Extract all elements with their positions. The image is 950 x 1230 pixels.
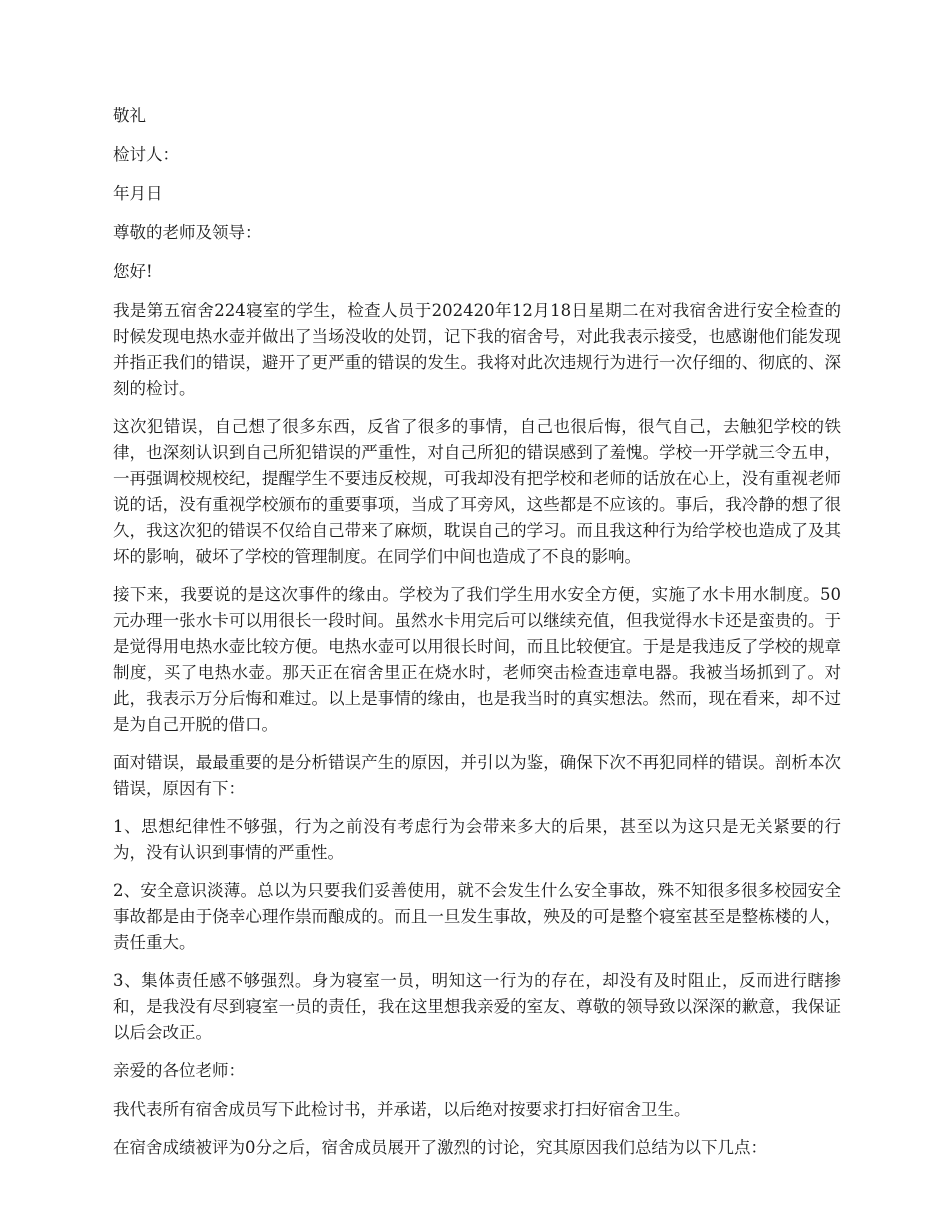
- date-line: 年月日: [113, 184, 163, 203]
- greeting-line: 您好!: [113, 262, 153, 281]
- body-paragraph: 接下来，我要说的是这次事件的缘由。学校为了我们学生用水安全方便，实施了水卡用水制度。50元办理一张水卡可以用很长一段时间。虽然水卡用完后可以继续充值，但我觉得水卡还是蛮贵的。于是觉得用电热水壶比较方便。电热水壶可以用很长时间，而且比较便宜。于是是我违反了学校的规章制度，买了电热水壶。那天正在宿舍里正在烧水时，老师突击检查违章电器。我被当场抓到了。对此，我表示万分后悔和难过。以上是事情的缘由，也是我当时的真实想法。然而，现在看来，却不过是为自己开脱的借口。: [113, 585, 841, 734]
- body-paragraph: 这次犯错误，自己想了很多东西，反省了很多的事情，自己也很后悔，很气自己，去触犯学校的铁律，也深刻认识到自己所犯错误的严重性，对自己所犯的错误感到了羞愧。学校一开学就三令五申，一再强调校规校纪，提醒学生不要违反校规，可我却没有把学校和老师的话放在心上，没有重视老师说的话，没有重视学校颁布的重要事项，当成了耳旁风，这些都是不应该的。事后，我冷静的想了很久，我这次犯的错误不仅给自己带来了麻烦，耽误自己的学习。而且我这种行为给学校也造成了及其坏的影响，破坏了学校的管理制度。在同学们中间也造成了不良的影响。: [113, 417, 841, 566]
- list-item: 2、安全意识淡薄。总以为只要我们妥善使用，就不会发生什么安全事故，殊不知很多很多校园安全事故都是由于侥幸心理作祟而酿成的。而且一旦发生事故，殃及的可是整个寝室甚至是整栋楼的人，责任重大。: [113, 881, 841, 952]
- addressee-line: 亲爱的各位老师：: [113, 1061, 245, 1080]
- body-paragraph: 面对错误，最最重要的是分析错误产生的原因，并引以为鉴，确保下次不再犯同样的错误。剖析本次错误，原因有下：: [113, 753, 841, 798]
- document-body: [113, 103, 841, 1173]
- addressee-line: 尊敬的老师及领导：: [113, 223, 262, 242]
- signer-label: 检讨人：: [113, 145, 179, 164]
- body-paragraph: 我代表所有宿舍成员写下此检讨书，并承诺，以后绝对按要求打扫好宿舍卫生。: [113, 1100, 691, 1119]
- closing-salutation: 敬礼: [113, 106, 146, 125]
- list-item: 3、集体责任感不够强烈。身为寝室一员，明知这一行为的存在，却没有及时阻止，反而进行瞎掺和，是我没有尽到寝室一员的责任，我在这里想我亲爱的室友、尊敬的领导致以深深的歉意，我保证以后会改正。: [113, 971, 841, 1042]
- body-paragraph: 在宿舍成绩被评为0分之后，宿舍成员展开了激烈的讨论，究其原因我们总结为以下几点：: [113, 1138, 767, 1157]
- body-paragraph: 我是第五宿舍224寝室的学生，检查人员于202420年12月18日星期二在对我宿舍进行安全检查的时候发现电热水壶并做出了当场没收的处罚，记下我的宿舍号，对此我表示接受，也感谢他们能发现并指正我们的错误，避开了更严重的错误的发生。我将对此次违规行为进行一次仔细的、彻底的、深刻的检讨。: [113, 301, 841, 398]
- list-item: 1、思想纪律性不够强，行为之前没有考虑行为会带来多大的后果，甚至以为这只是无关紧要的行为，没有认识到事情的严重性。: [113, 817, 841, 862]
